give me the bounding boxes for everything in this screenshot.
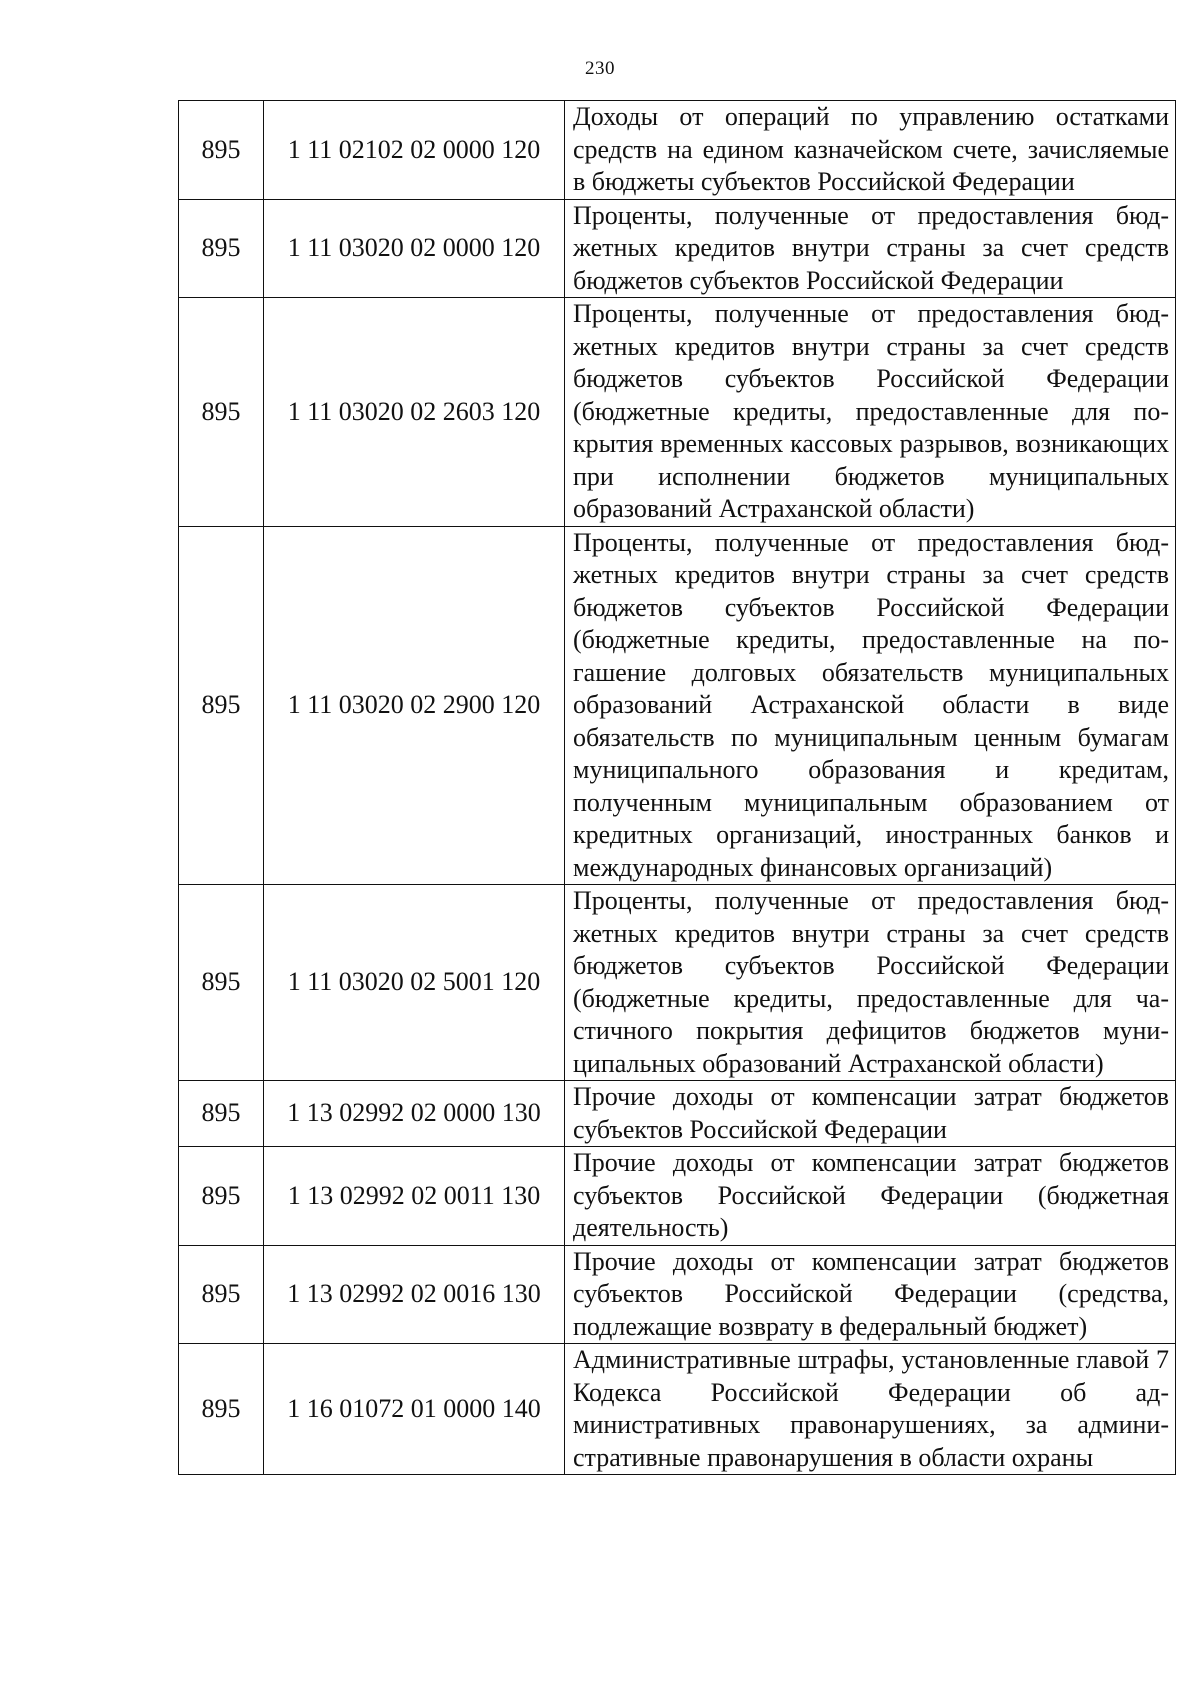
description-text: Проценты, полученные от предоставления бюджетных кредитов внутри страны за счет средств бюджетов субъектов Российской Федерации (бюджетные кредиты, предоставленные на погашение долговых обязательств муниципальных образований Астраханской области в виде обязательств по муниципальным ценным бумагам муниципального образования и кредитам, полученным муниципальным образованием от кредитных организаций, иностранных банков и международных финансовых организаций) [573, 527, 1169, 882]
table-row [179, 1147, 1176, 1246]
description-cell [565, 101, 1176, 200]
table-row [179, 1344, 1176, 1475]
description-cell [565, 1344, 1176, 1475]
description-cell [565, 1081, 1176, 1147]
revenue-code-cell: 1 13 02992 02 0016 130 [264, 1245, 565, 1344]
description-cell [565, 199, 1176, 298]
description-cell [565, 885, 1176, 1081]
description-cell [565, 1147, 1176, 1246]
table-row [179, 1081, 1176, 1147]
description-cell [565, 1245, 1176, 1344]
description-text: Проценты, полученные от предоставления бюджетных кредитов внутри страны за счет средств бюджетов субъектов Российской Федерации (бюджетные кредиты, предоставленные для частичного покрытия дефицитов бюджетов муниципальных образований Астраханской области) [573, 886, 1169, 1078]
description-text: Проценты, полученные от предоставления бюджетных кредитов внутри страны за счет средств бюджетов субъектов Российской Федерации [573, 200, 1169, 295]
revenue-code-cell: 1 16 01072 01 0000 140 [264, 1344, 565, 1475]
admin-code-cell: 895 [179, 1081, 264, 1147]
admin-code-cell: 895 [179, 101, 264, 200]
admin-code-cell: 895 [179, 199, 264, 298]
admin-code-cell: 895 [179, 1245, 264, 1344]
description-text: Административные штрафы, установленные главой 7 Кодекса Российской Федерации об административных правонарушениях, за административные правонарушения в области охраны [573, 1345, 1169, 1472]
revenue-code-cell: 1 11 03020 02 2603 120 [264, 298, 565, 527]
revenue-code-cell: 1 11 03020 02 0000 120 [264, 199, 565, 298]
description-text: Прочие доходы от компенсации затрат бюджетов субъектов Российской Федерации [573, 1082, 1169, 1144]
revenue-code-cell: 1 11 03020 02 2900 120 [264, 526, 565, 885]
table-row [179, 199, 1176, 298]
admin-code-cell: 895 [179, 885, 264, 1081]
description-cell [565, 298, 1176, 527]
revenue-code-cell: 1 13 02992 02 0011 130 [264, 1147, 565, 1246]
table-row [179, 885, 1176, 1081]
table-row [179, 298, 1176, 527]
description-text: Доходы от операций по управлению остатками средств на едином казначейском счете, зачисляемые в бюджеты субъектов Российской Федерации [573, 102, 1169, 196]
admin-code-cell: 895 [179, 1147, 264, 1246]
description-text: Прочие доходы от компенсации затрат бюджетов субъектов Российской Федерации (бюджетная деятельность) [573, 1148, 1169, 1242]
revenue-code-cell: 1 11 03020 02 5001 120 [264, 885, 565, 1081]
revenue-code-cell: 1 13 02992 02 0000 130 [264, 1081, 565, 1147]
table-row [179, 101, 1176, 200]
admin-code-cell: 895 [179, 298, 264, 527]
description-cell [565, 526, 1176, 885]
table-row [179, 1245, 1176, 1344]
revenue-codes-table [178, 100, 1176, 1475]
page-number: 230 [585, 58, 615, 79]
admin-code-cell: 895 [179, 1344, 264, 1475]
table-row [179, 526, 1176, 885]
description-text: Проценты, полученные от предоставления бюджетных кредитов внутри страны за счет средств бюджетов субъектов Российской Федерации (бюджетные кредиты, предоставленные для покрытия временных кассовых разрывов, возникающих при исполнении бюджетов муниципальных образований Астраханской области) [573, 299, 1169, 523]
description-text: Прочие доходы от компенсации затрат бюджетов субъектов Российской Федерации (средства, подлежащие возврату в федеральный бюджет) [573, 1246, 1169, 1341]
revenue-code-cell: 1 11 02102 02 0000 120 [264, 101, 565, 200]
admin-code-cell: 895 [179, 526, 264, 885]
